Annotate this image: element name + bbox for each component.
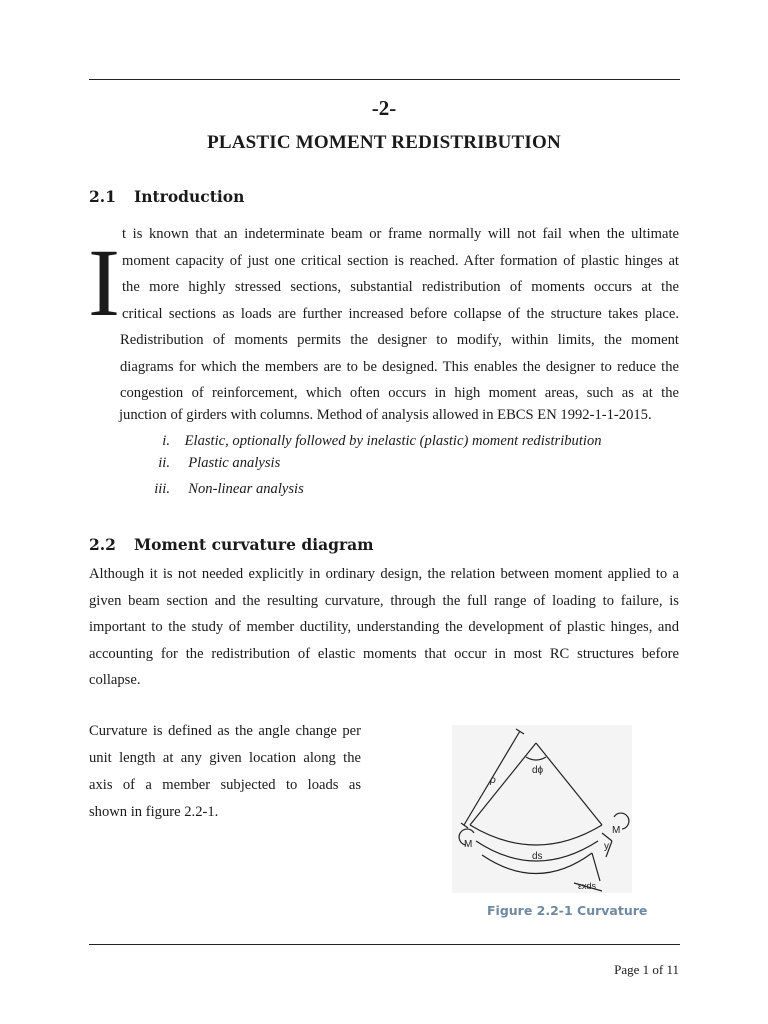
section-number: 2.1 xyxy=(89,187,116,206)
paragraph-line: collapse. xyxy=(89,672,141,688)
section-title: Introduction xyxy=(134,187,245,206)
intro-paragraph-continued xyxy=(120,327,679,407)
paragraph-line: important to the study of member ductility, understanding the development of plastic hinges, and xyxy=(89,619,679,635)
page-number: Page 1 of 11 xyxy=(614,962,679,977)
header-rule xyxy=(89,79,680,80)
label-y: y xyxy=(604,841,609,852)
paragraph-line: congestion of reinforcement, which often occurs in high moment areas, such as at the xyxy=(120,385,679,401)
label-exds: εxds xyxy=(578,881,597,891)
paragraph-line: shown in figure 2.2-1. xyxy=(89,804,219,820)
figure-caption: Figure 2.2-1 Curvature xyxy=(487,903,648,918)
paragraph-line: unit length at any given location along the xyxy=(89,750,361,766)
paragraph-line: axis of a member subjected to loads as xyxy=(89,777,361,793)
label-dphi: dϕ xyxy=(532,765,544,776)
curvature-figure xyxy=(452,725,632,893)
paragraph-line: the more highly stressed sections, substantial redistribution of moments occurs at the xyxy=(122,279,679,295)
label-rho: ρ xyxy=(490,775,496,786)
label-moment-right: M xyxy=(612,825,621,836)
intro-paragraph-last-line xyxy=(119,402,679,429)
section-title: Moment curvature diagram xyxy=(134,535,374,554)
curvature-diagram xyxy=(452,725,632,893)
paragraph-line: Although it is not needed explicitly in ordinary design, the relation between moment applied to a xyxy=(89,566,679,582)
label-moment-left: M xyxy=(464,839,473,850)
list-item: i. Elastic, optionally followed by inelastic (plastic) moment redistribution xyxy=(162,433,602,449)
intro-paragraph-indented xyxy=(122,221,679,327)
paragraph-line: junction of girders with columns. Method of analysis allowed in EBCS EN 1992-1-1-2015. xyxy=(119,407,652,423)
list-item: ii. Plastic analysis xyxy=(158,455,281,471)
moment-curvature-paragraph xyxy=(89,561,679,694)
paragraph-line: t is known that an indeterminate beam or frame normally will not fail when the ultimate xyxy=(122,226,679,242)
paragraph-line: critical sections as loads are further increased before collapse of the structure takes place. xyxy=(122,305,679,322)
drop-cap: I xyxy=(88,229,120,336)
chapter-number: -2- xyxy=(371,96,397,120)
paragraph-line: given beam section and the resulting curvature, through the full range of loading to failure, is xyxy=(89,592,679,609)
chapter-title: PLASTIC MOMENT REDISTRIBUTION xyxy=(207,132,561,153)
paragraph-line: diagrams for which the members are to be designed. This enables the designer to reduce the xyxy=(120,358,679,375)
label-ds: ds xyxy=(532,851,543,862)
paragraph-line: Redistribution of moments permits the designer to modify, within limits, the moment xyxy=(120,332,679,348)
section-heading-moment-curvature xyxy=(89,535,374,554)
footer-rule xyxy=(89,944,680,945)
curvature-definition-paragraph xyxy=(89,718,361,826)
paragraph-line: Curvature is defined as the angle change per xyxy=(89,723,361,739)
section-heading-introduction xyxy=(89,187,244,206)
paragraph-line: accounting for the redistribution of elastic moments that occur in most RC structures before xyxy=(89,645,679,662)
paragraph-line: moment capacity of just one critical section is reached. After formation of plastic hinges at xyxy=(122,252,679,269)
section-number: 2.2 xyxy=(89,535,116,554)
list-item: iii. Non-linear analysis xyxy=(154,481,304,497)
